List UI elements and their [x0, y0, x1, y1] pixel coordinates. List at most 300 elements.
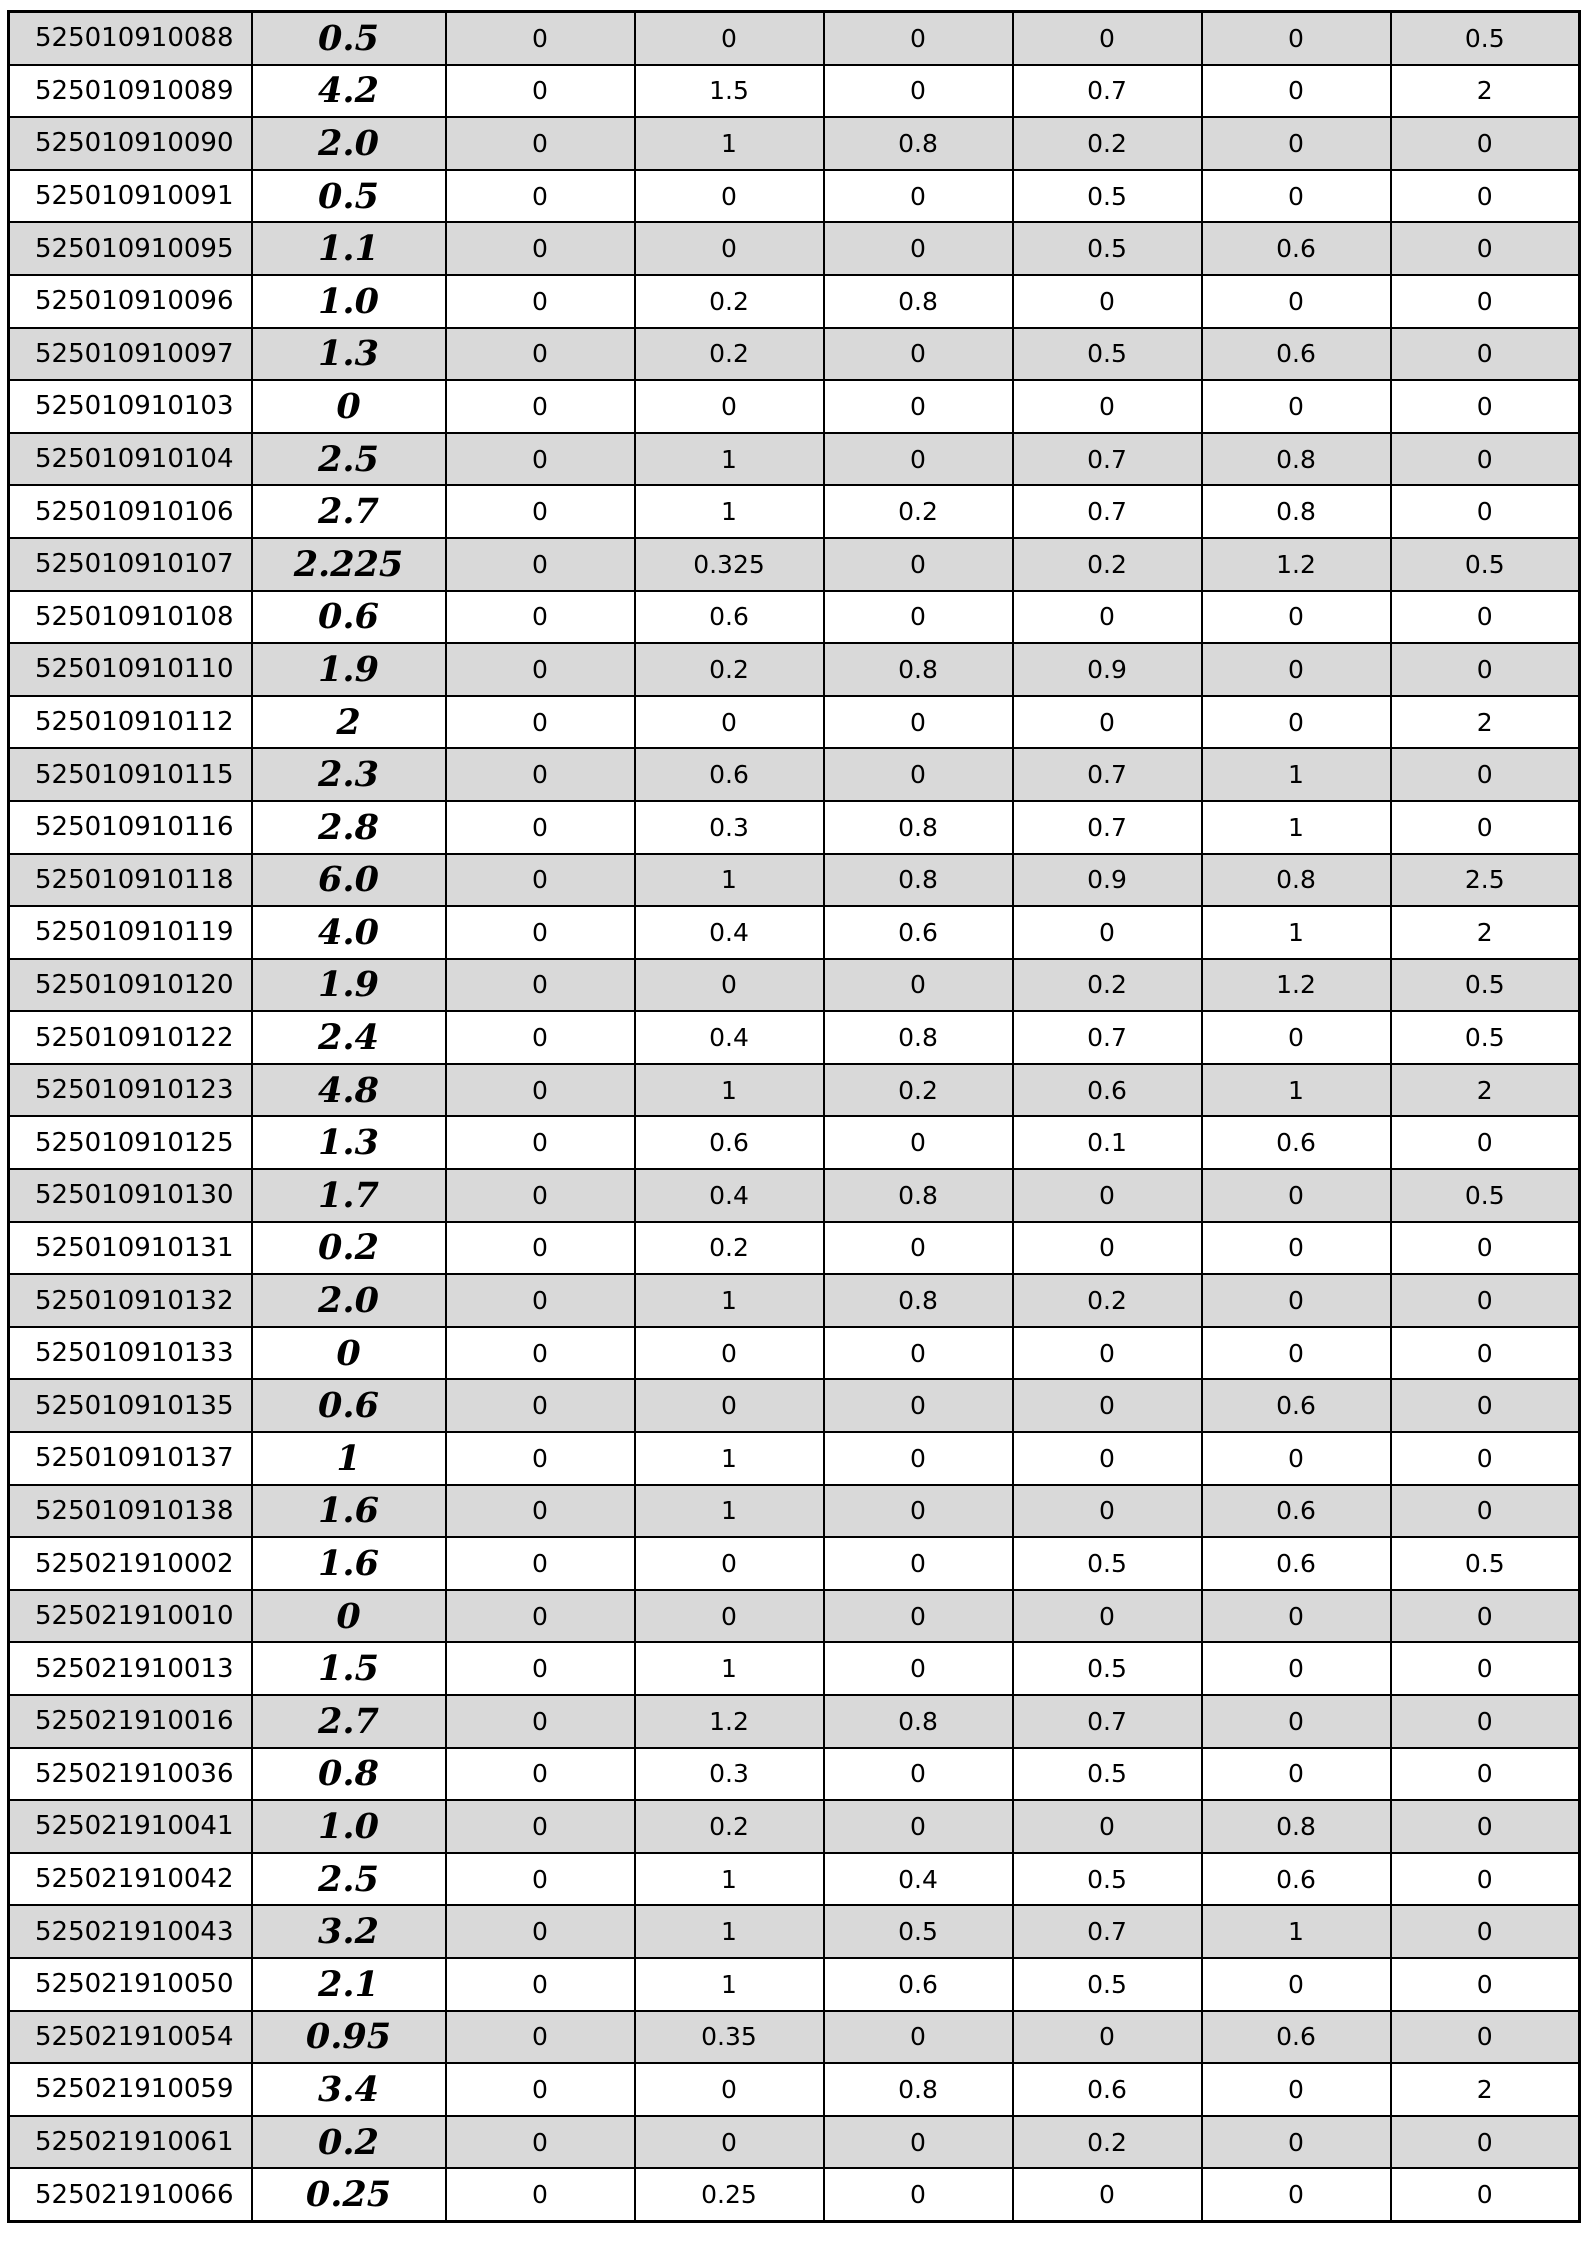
student-id-cell: 525021910002 [9, 1537, 252, 1590]
score-cell-3: 0.8 [824, 275, 1013, 328]
score-cell-1: 0 [446, 1958, 635, 2011]
total-score-cell: 0 [252, 1327, 446, 1380]
score-cell-2: 0 [635, 1327, 824, 1380]
score-cell-1: 0 [446, 1379, 635, 1432]
table-row [9, 1800, 1580, 1853]
score-cell-6: 0 [1391, 485, 1580, 538]
score-table [7, 10, 1581, 2223]
score-cell-5: 0.6 [1202, 2011, 1391, 2064]
total-score-cell: 1.6 [252, 1537, 446, 1590]
score-cell-3: 0 [824, 2011, 1013, 2064]
score-cell-1: 0 [446, 1116, 635, 1169]
score-cell-1: 0 [446, 1642, 635, 1695]
score-cell-1: 0 [446, 117, 635, 170]
total-score-cell: 2.225 [252, 538, 446, 591]
score-cell-2: 0.2 [635, 1800, 824, 1853]
score-cell-2: 0 [635, 380, 824, 433]
score-cell-3: 0.4 [824, 1853, 1013, 1906]
score-cell-2: 1 [635, 1064, 824, 1117]
student-id-cell: 525010910106 [9, 485, 252, 538]
student-id-cell: 525010910110 [9, 643, 252, 696]
score-cell-5: 0.6 [1202, 1485, 1391, 1538]
total-score-cell: 1.9 [252, 959, 446, 1012]
score-cell-4: 0.7 [1013, 1695, 1202, 1748]
total-score-cell: 1.5 [252, 1642, 446, 1695]
score-cell-1: 0 [446, 906, 635, 959]
score-cell-2: 0.2 [635, 275, 824, 328]
student-id-cell: 525010910107 [9, 538, 252, 591]
total-score-cell: 4.8 [252, 1064, 446, 1117]
score-cell-4: 0.7 [1013, 485, 1202, 538]
score-cell-3: 0 [824, 2116, 1013, 2169]
table-row [9, 328, 1580, 381]
score-cell-6: 0.5 [1391, 959, 1580, 1012]
score-cell-1: 0 [446, 1748, 635, 1801]
score-cell-3: 0.8 [824, 1274, 1013, 1327]
score-cell-2: 1 [635, 1485, 824, 1538]
score-cell-3: 0 [824, 1222, 1013, 1275]
table-row [9, 65, 1580, 118]
total-score-cell: 0.5 [252, 12, 446, 65]
score-cell-3: 0.8 [824, 117, 1013, 170]
score-cell-5: 0 [1202, 117, 1391, 170]
score-cell-5: 0 [1202, 1011, 1391, 1064]
table-row [9, 1432, 1580, 1485]
score-cell-5: 0.6 [1202, 1116, 1391, 1169]
student-id-cell: 525021910036 [9, 1748, 252, 1801]
score-cell-1: 0 [446, 433, 635, 486]
score-cell-1: 0 [446, 1695, 635, 1748]
score-cell-5: 0 [1202, 65, 1391, 118]
score-cell-1: 0 [446, 1064, 635, 1117]
total-score-cell: 1.3 [252, 328, 446, 381]
student-id-cell: 525010910091 [9, 170, 252, 223]
score-cell-1: 0 [446, 696, 635, 749]
score-cell-3: 0.2 [824, 1064, 1013, 1117]
score-cell-5: 0.8 [1202, 485, 1391, 538]
score-cell-3: 0 [824, 380, 1013, 433]
table-row [9, 1905, 1580, 1958]
score-cell-4: 0.5 [1013, 1748, 1202, 1801]
score-cell-3: 0 [824, 748, 1013, 801]
score-cell-6: 0 [1391, 1327, 1580, 1380]
score-cell-4: 0.7 [1013, 801, 1202, 854]
total-score-cell: 6.0 [252, 854, 446, 907]
score-cell-3: 0 [824, 1485, 1013, 1538]
score-cell-4: 0.6 [1013, 1064, 1202, 1117]
table-row [9, 538, 1580, 591]
score-cell-2: 0 [635, 2063, 824, 2116]
score-cell-6: 2 [1391, 1064, 1580, 1117]
score-cell-5: 0 [1202, 1748, 1391, 1801]
score-cell-4: 0.5 [1013, 1537, 1202, 1590]
student-id-cell: 525010910104 [9, 433, 252, 486]
score-cell-6: 0.5 [1391, 1537, 1580, 1590]
score-cell-2: 0.2 [635, 643, 824, 696]
score-cell-2: 1 [635, 117, 824, 170]
student-id-cell: 525010910116 [9, 801, 252, 854]
score-cell-4: 0.9 [1013, 643, 1202, 696]
score-cell-6: 0.5 [1391, 12, 1580, 65]
score-cell-2: 1.5 [635, 65, 824, 118]
total-score-cell: 2.7 [252, 485, 446, 538]
score-cell-2: 1 [635, 1853, 824, 1906]
score-cell-1: 0 [446, 1537, 635, 1590]
score-cell-1: 0 [446, 1853, 635, 1906]
score-cell-5: 0 [1202, 2168, 1391, 2221]
score-cell-6: 0 [1391, 275, 1580, 328]
table-row [9, 1169, 1580, 1222]
total-score-cell: 1 [252, 1432, 446, 1485]
score-cell-6: 2 [1391, 696, 1580, 749]
score-cell-1: 0 [446, 748, 635, 801]
score-cell-1: 0 [446, 485, 635, 538]
score-cell-4: 0.2 [1013, 2116, 1202, 2169]
student-id-cell: 525010910090 [9, 117, 252, 170]
score-cell-3: 0.6 [824, 1958, 1013, 2011]
score-cell-1: 0 [446, 1590, 635, 1643]
score-cell-5: 0.8 [1202, 433, 1391, 486]
total-score-cell: 1.9 [252, 643, 446, 696]
score-cell-6: 0 [1391, 1379, 1580, 1432]
score-cell-5: 0.6 [1202, 1379, 1391, 1432]
score-cell-4: 0 [1013, 1800, 1202, 1853]
table-row [9, 117, 1580, 170]
score-cell-1: 0 [446, 1222, 635, 1275]
score-cell-3: 0 [824, 591, 1013, 644]
score-cell-6: 0 [1391, 433, 1580, 486]
score-cell-2: 1 [635, 1958, 824, 2011]
score-cell-6: 0 [1391, 1222, 1580, 1275]
total-score-cell: 2.8 [252, 801, 446, 854]
score-cell-3: 0 [824, 1800, 1013, 1853]
score-cell-1: 0 [446, 65, 635, 118]
table-row [9, 748, 1580, 801]
score-cell-5: 0 [1202, 380, 1391, 433]
score-cell-3: 0 [824, 959, 1013, 1012]
score-cell-2: 0.6 [635, 748, 824, 801]
score-cell-2: 0 [635, 222, 824, 275]
score-cell-3: 0 [824, 222, 1013, 275]
score-cell-5: 1 [1202, 801, 1391, 854]
table-row [9, 275, 1580, 328]
total-score-cell: 2.0 [252, 117, 446, 170]
table-row [9, 1011, 1580, 1064]
score-cell-5: 0 [1202, 1274, 1391, 1327]
score-cell-6: 0 [1391, 591, 1580, 644]
total-score-cell: 1.1 [252, 222, 446, 275]
score-cell-3: 0.8 [824, 1011, 1013, 1064]
score-cell-2: 0.4 [635, 1169, 824, 1222]
score-cell-3: 0.5 [824, 1905, 1013, 1958]
table-row [9, 1222, 1580, 1275]
score-cell-4: 0.7 [1013, 1011, 1202, 1064]
score-cell-3: 0 [824, 696, 1013, 749]
score-cell-5: 0 [1202, 643, 1391, 696]
score-cell-1: 0 [446, 591, 635, 644]
table-row [9, 1748, 1580, 1801]
score-cell-4: 0 [1013, 2168, 1202, 2221]
score-cell-5: 0.6 [1202, 328, 1391, 381]
score-cell-5: 0 [1202, 1327, 1391, 1380]
score-cell-4: 0 [1013, 12, 1202, 65]
total-score-cell: 2.4 [252, 1011, 446, 1064]
score-cell-3: 0.6 [824, 906, 1013, 959]
score-cell-6: 0 [1391, 1432, 1580, 1485]
score-cell-1: 0 [446, 1432, 635, 1485]
score-cell-6: 0 [1391, 222, 1580, 275]
table-row [9, 1327, 1580, 1380]
score-cell-6: 0 [1391, 328, 1580, 381]
score-cell-3: 0 [824, 1432, 1013, 1485]
table-body [9, 12, 1580, 2222]
score-cell-1: 0 [446, 1905, 635, 1958]
score-cell-6: 2.5 [1391, 854, 1580, 907]
score-cell-4: 0 [1013, 906, 1202, 959]
score-cell-2: 0.35 [635, 2011, 824, 2064]
score-cell-1: 0 [446, 275, 635, 328]
score-cell-4: 0 [1013, 696, 1202, 749]
score-cell-1: 0 [446, 1169, 635, 1222]
score-cell-5: 0 [1202, 591, 1391, 644]
score-cell-6: 2 [1391, 2063, 1580, 2116]
score-cell-5: 0 [1202, 1695, 1391, 1748]
score-cell-6: 0 [1391, 1800, 1580, 1853]
score-cell-1: 0 [446, 1011, 635, 1064]
score-cell-5: 1.2 [1202, 959, 1391, 1012]
score-cell-1: 0 [446, 2116, 635, 2169]
score-cell-2: 0 [635, 696, 824, 749]
student-id-cell: 525010910103 [9, 380, 252, 433]
score-cell-6: 0 [1391, 1748, 1580, 1801]
score-cell-5: 0 [1202, 1590, 1391, 1643]
score-cell-5: 0 [1202, 275, 1391, 328]
score-cell-6: 0.5 [1391, 1011, 1580, 1064]
total-score-cell: 0.8 [252, 1748, 446, 1801]
total-score-cell: 2.1 [252, 1958, 446, 2011]
score-cell-5: 0.8 [1202, 854, 1391, 907]
total-score-cell: 1.0 [252, 275, 446, 328]
score-cell-2: 1 [635, 854, 824, 907]
score-cell-6: 2 [1391, 906, 1580, 959]
table-row [9, 696, 1580, 749]
score-cell-1: 0 [446, 854, 635, 907]
total-score-cell: 2 [252, 696, 446, 749]
table-row [9, 222, 1580, 275]
score-cell-4: 0.2 [1013, 1274, 1202, 1327]
student-id-cell: 525021910066 [9, 2168, 252, 2221]
total-score-cell: 1.0 [252, 1800, 446, 1853]
score-cell-4: 0 [1013, 1327, 1202, 1380]
student-id-cell: 525010910095 [9, 222, 252, 275]
total-score-cell: 2.0 [252, 1274, 446, 1327]
score-cell-5: 0.6 [1202, 1853, 1391, 1906]
score-cell-3: 0.8 [824, 643, 1013, 696]
table-row [9, 170, 1580, 223]
score-cell-1: 0 [446, 12, 635, 65]
score-cell-2: 0 [635, 959, 824, 1012]
score-cell-5: 1 [1202, 748, 1391, 801]
student-id-cell: 525010910131 [9, 1222, 252, 1275]
score-cell-2: 0.3 [635, 1748, 824, 1801]
student-id-cell: 525010910089 [9, 65, 252, 118]
total-score-cell: 0.6 [252, 591, 446, 644]
score-cell-6: 0 [1391, 2011, 1580, 2064]
total-score-cell: 0 [252, 380, 446, 433]
total-score-cell: 3.4 [252, 2063, 446, 2116]
score-cell-6: 0 [1391, 1958, 1580, 2011]
score-cell-4: 0.5 [1013, 328, 1202, 381]
total-score-cell: 1.6 [252, 1485, 446, 1538]
student-id-cell: 525010910132 [9, 1274, 252, 1327]
score-cell-5: 0 [1202, 170, 1391, 223]
score-cell-1: 0 [446, 1274, 635, 1327]
table-row [9, 2116, 1580, 2169]
score-cell-4: 0.2 [1013, 959, 1202, 1012]
score-cell-1: 0 [446, 328, 635, 381]
score-cell-1: 0 [446, 1485, 635, 1538]
score-cell-6: 2 [1391, 65, 1580, 118]
score-cell-4: 0.5 [1013, 170, 1202, 223]
score-cell-4: 0.2 [1013, 538, 1202, 591]
score-cell-1: 0 [446, 1327, 635, 1380]
score-cell-3: 0 [824, 65, 1013, 118]
score-cell-5: 0 [1202, 12, 1391, 65]
score-cell-5: 0 [1202, 2063, 1391, 2116]
score-cell-4: 0.5 [1013, 1853, 1202, 1906]
student-id-cell: 525010910133 [9, 1327, 252, 1380]
student-id-cell: 525021910016 [9, 1695, 252, 1748]
student-id-cell: 525021910010 [9, 1590, 252, 1643]
table-row [9, 1116, 1580, 1169]
table-row [9, 591, 1580, 644]
student-id-cell: 525021910041 [9, 1800, 252, 1853]
score-cell-3: 0 [824, 1537, 1013, 1590]
score-cell-3: 0 [824, 1590, 1013, 1643]
score-cell-5: 0 [1202, 2116, 1391, 2169]
score-cell-5: 1 [1202, 906, 1391, 959]
score-cell-4: 0.7 [1013, 748, 1202, 801]
student-id-cell: 525010910088 [9, 12, 252, 65]
student-id-cell: 525010910108 [9, 591, 252, 644]
score-cell-2: 0 [635, 12, 824, 65]
total-score-cell: 4.2 [252, 65, 446, 118]
score-cell-2: 0.3 [635, 801, 824, 854]
score-cell-1: 0 [446, 380, 635, 433]
student-id-cell: 525021910043 [9, 1905, 252, 1958]
table-row [9, 1958, 1580, 2011]
score-cell-1: 0 [446, 1800, 635, 1853]
total-score-cell: 0.95 [252, 2011, 446, 2064]
score-cell-1: 0 [446, 2011, 635, 2064]
total-score-cell: 4.0 [252, 906, 446, 959]
student-id-cell: 525021910050 [9, 1958, 252, 2011]
student-id-cell: 525021910013 [9, 1642, 252, 1695]
score-cell-3: 0 [824, 2168, 1013, 2221]
score-cell-1: 0 [446, 643, 635, 696]
score-cell-2: 1.2 [635, 1695, 824, 1748]
score-cell-6: 0 [1391, 643, 1580, 696]
score-cell-5: 1 [1202, 1905, 1391, 1958]
student-id-cell: 525010910125 [9, 1116, 252, 1169]
table-row [9, 643, 1580, 696]
score-cell-2: 0.2 [635, 1222, 824, 1275]
score-cell-6: 0 [1391, 1642, 1580, 1695]
student-id-cell: 525010910122 [9, 1011, 252, 1064]
score-cell-2: 0 [635, 1590, 824, 1643]
score-cell-3: 0 [824, 1116, 1013, 1169]
student-id-cell: 525010910096 [9, 275, 252, 328]
score-cell-3: 0.8 [824, 2063, 1013, 2116]
score-cell-2: 0.4 [635, 906, 824, 959]
score-cell-3: 0 [824, 1642, 1013, 1695]
score-cell-4: 0.7 [1013, 433, 1202, 486]
score-cell-4: 0.9 [1013, 854, 1202, 907]
score-cell-4: 0.1 [1013, 1116, 1202, 1169]
table-row [9, 1274, 1580, 1327]
score-cell-2: 1 [635, 1432, 824, 1485]
score-cell-5: 0.8 [1202, 1800, 1391, 1853]
score-cell-5: 0 [1202, 1222, 1391, 1275]
score-cell-1: 0 [446, 170, 635, 223]
table-row [9, 1695, 1580, 1748]
score-cell-2: 0 [635, 2116, 824, 2169]
student-id-cell: 525010910115 [9, 748, 252, 801]
score-cell-5: 0 [1202, 696, 1391, 749]
total-score-cell: 2.5 [252, 433, 446, 486]
score-cell-6: 0 [1391, 1485, 1580, 1538]
score-cell-3: 0.8 [824, 854, 1013, 907]
student-id-cell: 525010910123 [9, 1064, 252, 1117]
score-cell-2: 0 [635, 1537, 824, 1590]
score-cell-6: 0 [1391, 1695, 1580, 1748]
score-cell-5: 0 [1202, 1958, 1391, 2011]
score-cell-3: 0 [824, 1327, 1013, 1380]
score-cell-6: 0 [1391, 1905, 1580, 1958]
total-score-cell: 2.3 [252, 748, 446, 801]
score-cell-1: 0 [446, 2168, 635, 2221]
score-cell-2: 1 [635, 1905, 824, 1958]
table-row [9, 12, 1580, 65]
score-cell-5: 0 [1202, 1432, 1391, 1485]
score-cell-6: 0 [1391, 801, 1580, 854]
total-score-cell: 0.2 [252, 1222, 446, 1275]
score-cell-6: 0 [1391, 2168, 1580, 2221]
total-score-cell: 0.2 [252, 2116, 446, 2169]
table-row [9, 2011, 1580, 2064]
score-cell-6: 0 [1391, 1853, 1580, 1906]
score-cell-2: 0 [635, 1379, 824, 1432]
total-score-cell: 1.3 [252, 1116, 446, 1169]
score-cell-6: 0 [1391, 2116, 1580, 2169]
score-cell-2: 1 [635, 485, 824, 538]
score-cell-6: 0 [1391, 170, 1580, 223]
score-cell-4: 0.7 [1013, 1905, 1202, 1958]
score-cell-2: 0 [635, 170, 824, 223]
score-cell-4: 0 [1013, 591, 1202, 644]
table-row [9, 2063, 1580, 2116]
score-cell-1: 0 [446, 222, 635, 275]
student-id-cell: 525010910120 [9, 959, 252, 1012]
score-cell-3: 0 [824, 433, 1013, 486]
table-row [9, 485, 1580, 538]
total-score-cell: 0.5 [252, 170, 446, 223]
score-cell-6: 0 [1391, 117, 1580, 170]
student-id-cell: 525010910118 [9, 854, 252, 907]
score-cell-4: 0 [1013, 1590, 1202, 1643]
score-cell-5: 1.2 [1202, 538, 1391, 591]
score-cell-3: 0.8 [824, 1695, 1013, 1748]
